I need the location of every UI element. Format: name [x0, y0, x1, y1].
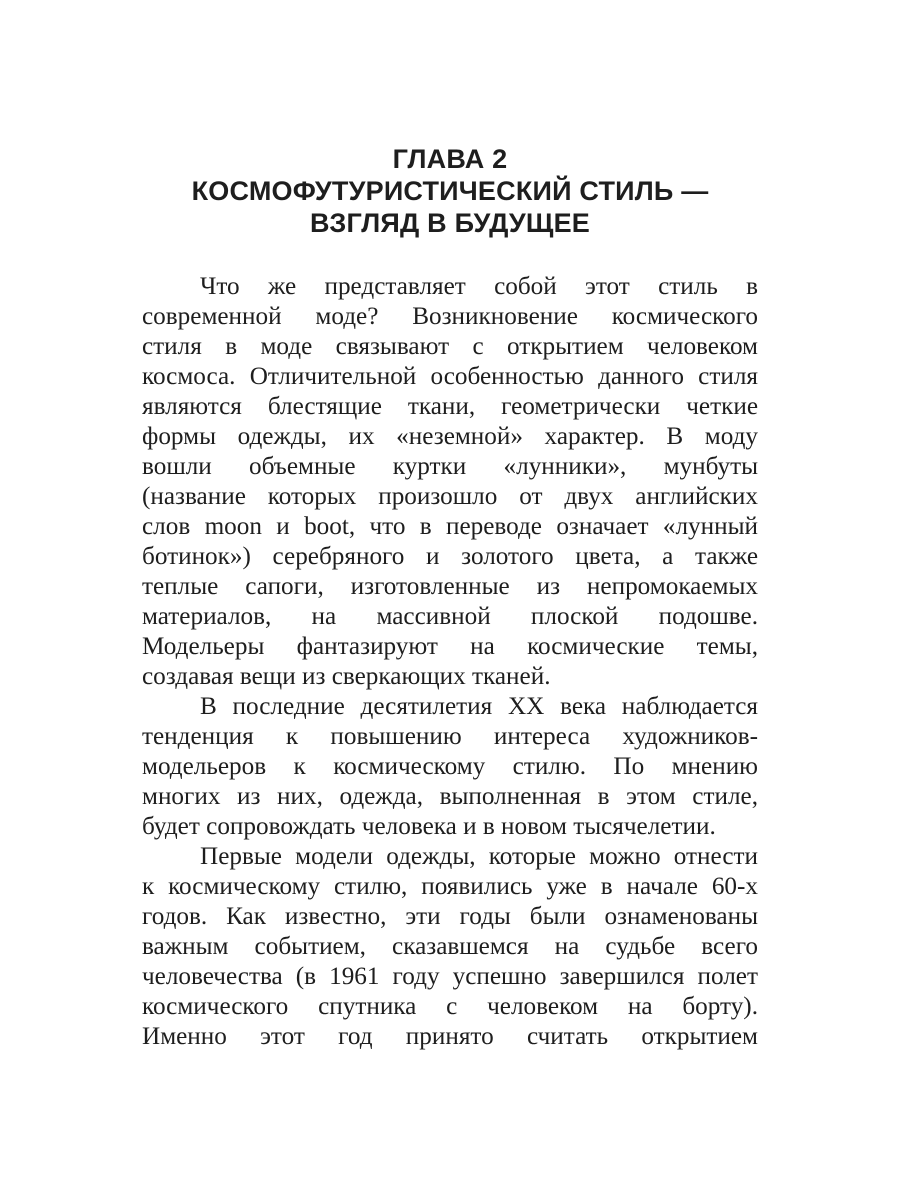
chapter-title-line-2: ВЗГЛЯД В БУДУЩЕЕ [309, 208, 591, 238]
text-line: В последние десятилетия XX века наблюдается [200, 693, 758, 720]
text-line: к космическому стилю, появились уже в начале 60-х [142, 873, 758, 900]
text-line: годов. Как известно, эти годы были ознаменованы [142, 903, 758, 930]
paragraph-1 [142, 272, 758, 692]
text-line: тенденция к повышению интереса художников- [142, 723, 758, 750]
text-line: являются блестящие ткани, геометрически четкие [142, 393, 758, 420]
text-line: Модельеры фантазируют на космические темы, [142, 633, 758, 660]
text-line: Первые модели одежды, которые можно отнести [200, 843, 758, 870]
text-line: материалов, на массивной плоской подошве. [142, 603, 758, 630]
text-line: стиля в моде связывают с открытием человеком [142, 333, 758, 360]
chapter-label: ГЛАВА 2 [392, 144, 508, 174]
text-line: будет сопровождать человека и в новом тысячелетии. [142, 813, 716, 840]
text-line: модельеров к космическому стилю. По мнению [142, 753, 758, 780]
paragraph-2 [142, 692, 758, 842]
text-line: создавая вещи из сверкающих тканей. [142, 663, 551, 690]
text-line: Что же представляет собой этот стиль в [200, 273, 758, 300]
text-line: (название которых произошло от двух английских [142, 483, 758, 510]
text-line: современной моде? Возникновение космического [142, 303, 758, 330]
text-line: человечества (в 1961 году успешно завершился полет [142, 963, 758, 990]
text-line: Именно этот год принято считать открытием [142, 1023, 758, 1050]
text-line: теплые сапоги, изготовленные из непромокаемых [142, 573, 758, 600]
text-line: ботинок») серебряного и золотого цвета, а также [142, 543, 758, 570]
text-line: важным событием, сказавшемся на судьбе всего [142, 933, 758, 960]
text-line: формы одежды, их «неземной» характер. В моду [142, 423, 758, 450]
chapter-heading [142, 143, 758, 239]
paragraph-3 [142, 842, 758, 1052]
text-line: вошли объемные куртки «лунники», мунбуты [142, 453, 758, 480]
chapter-title-line-1: КОСМОФУТУРИСТИЧЕСКИЙ СТИЛЬ — [191, 176, 709, 206]
text-line: слов moon и boot, что в переводе означает «лунный [142, 513, 758, 540]
text-line: космоса. Отличительной особенностью данного стиля [142, 363, 758, 390]
text-line: космического спутника с человеком на борту). [142, 993, 758, 1020]
body-text [142, 272, 758, 1052]
text-line: многих из них, одежда, выполненная в этом стиле, [142, 783, 758, 810]
